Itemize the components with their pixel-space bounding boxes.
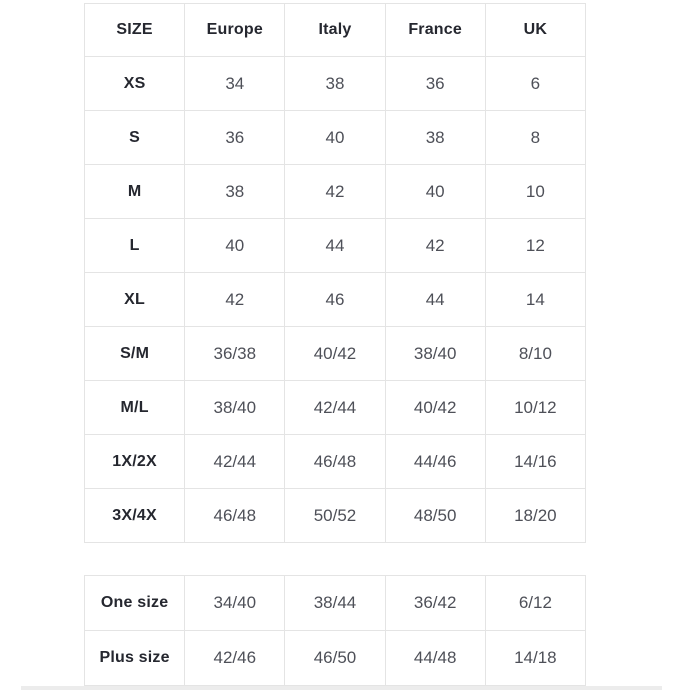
table-row (85, 327, 586, 381)
size-value-cell: 42 (385, 219, 485, 273)
size-label-cell: L (85, 219, 185, 273)
table-row (85, 111, 586, 165)
size-value-cell: 42 (285, 165, 385, 219)
size-value-cell: 42/44 (285, 381, 385, 435)
table-row (85, 273, 586, 327)
column-header: Italy (285, 4, 385, 57)
table-row (85, 57, 586, 111)
size-value-cell: 42 (185, 273, 285, 327)
size-value-cell: 38 (385, 111, 485, 165)
size-label-cell: S/M (85, 327, 185, 381)
size-value-cell: 14 (485, 273, 585, 327)
size-label-cell: XL (85, 273, 185, 327)
size-value-cell: 36 (185, 111, 285, 165)
size-value-cell: 40 (385, 165, 485, 219)
size-value-cell: 46 (285, 273, 385, 327)
size-value-cell: 14/18 (485, 631, 585, 686)
size-value-cell: 46/48 (185, 489, 285, 543)
size-value-cell: 38 (285, 57, 385, 111)
size-value-cell: 38/40 (185, 381, 285, 435)
size-value-cell: 14/16 (485, 435, 585, 489)
size-value-cell: 6/12 (485, 576, 585, 631)
size-value-cell: 10 (485, 165, 585, 219)
column-header: Europe (185, 4, 285, 57)
size-conversion-table (84, 3, 586, 543)
size-value-cell: 44/48 (385, 631, 485, 686)
special-sizes-table (84, 575, 586, 686)
size-value-cell: 10/12 (485, 381, 585, 435)
size-value-cell: 42/44 (185, 435, 285, 489)
column-header: UK (485, 4, 585, 57)
size-value-cell: 38/44 (285, 576, 385, 631)
size-label-cell: Plus size (85, 631, 185, 686)
size-value-cell: 44/46 (385, 435, 485, 489)
table-row (85, 165, 586, 219)
size-value-cell: 8/10 (485, 327, 585, 381)
table-row (85, 381, 586, 435)
size-value-cell: 12 (485, 219, 585, 273)
table-row (85, 435, 586, 489)
size-value-cell: 42/46 (185, 631, 285, 686)
size-value-cell: 6 (485, 57, 585, 111)
size-value-cell: 40 (185, 219, 285, 273)
size-value-cell: 40/42 (385, 381, 485, 435)
size-value-cell: 44 (285, 219, 385, 273)
size-value-cell: 34/40 (185, 576, 285, 631)
size-value-cell: 36 (385, 57, 485, 111)
size-value-cell: 40/42 (285, 327, 385, 381)
size-value-cell: 34 (185, 57, 285, 111)
table-row (85, 489, 586, 543)
size-value-cell: 8 (485, 111, 585, 165)
header-row (85, 4, 586, 57)
column-header: SIZE (85, 4, 185, 57)
size-value-cell: 48/50 (385, 489, 485, 543)
size-value-cell: 38 (185, 165, 285, 219)
table-row (85, 219, 586, 273)
size-value-cell: 36/38 (185, 327, 285, 381)
size-value-cell: 40 (285, 111, 385, 165)
size-value-cell: 50/52 (285, 489, 385, 543)
size-label-cell: M (85, 165, 185, 219)
size-label-cell: 1X/2X (85, 435, 185, 489)
size-value-cell: 36/42 (385, 576, 485, 631)
size-value-cell: 38/40 (385, 327, 485, 381)
size-label-cell: One size (85, 576, 185, 631)
size-label-cell: S (85, 111, 185, 165)
size-label-cell: XS (85, 57, 185, 111)
table-row (85, 631, 586, 686)
table-row (85, 576, 586, 631)
size-label-cell: M/L (85, 381, 185, 435)
size-value-cell: 18/20 (485, 489, 585, 543)
size-value-cell: 46/50 (285, 631, 385, 686)
column-header: France (385, 4, 485, 57)
page-bottom-edge (21, 686, 662, 690)
size-value-cell: 44 (385, 273, 485, 327)
size-value-cell: 46/48 (285, 435, 385, 489)
size-label-cell: 3X/4X (85, 489, 185, 543)
